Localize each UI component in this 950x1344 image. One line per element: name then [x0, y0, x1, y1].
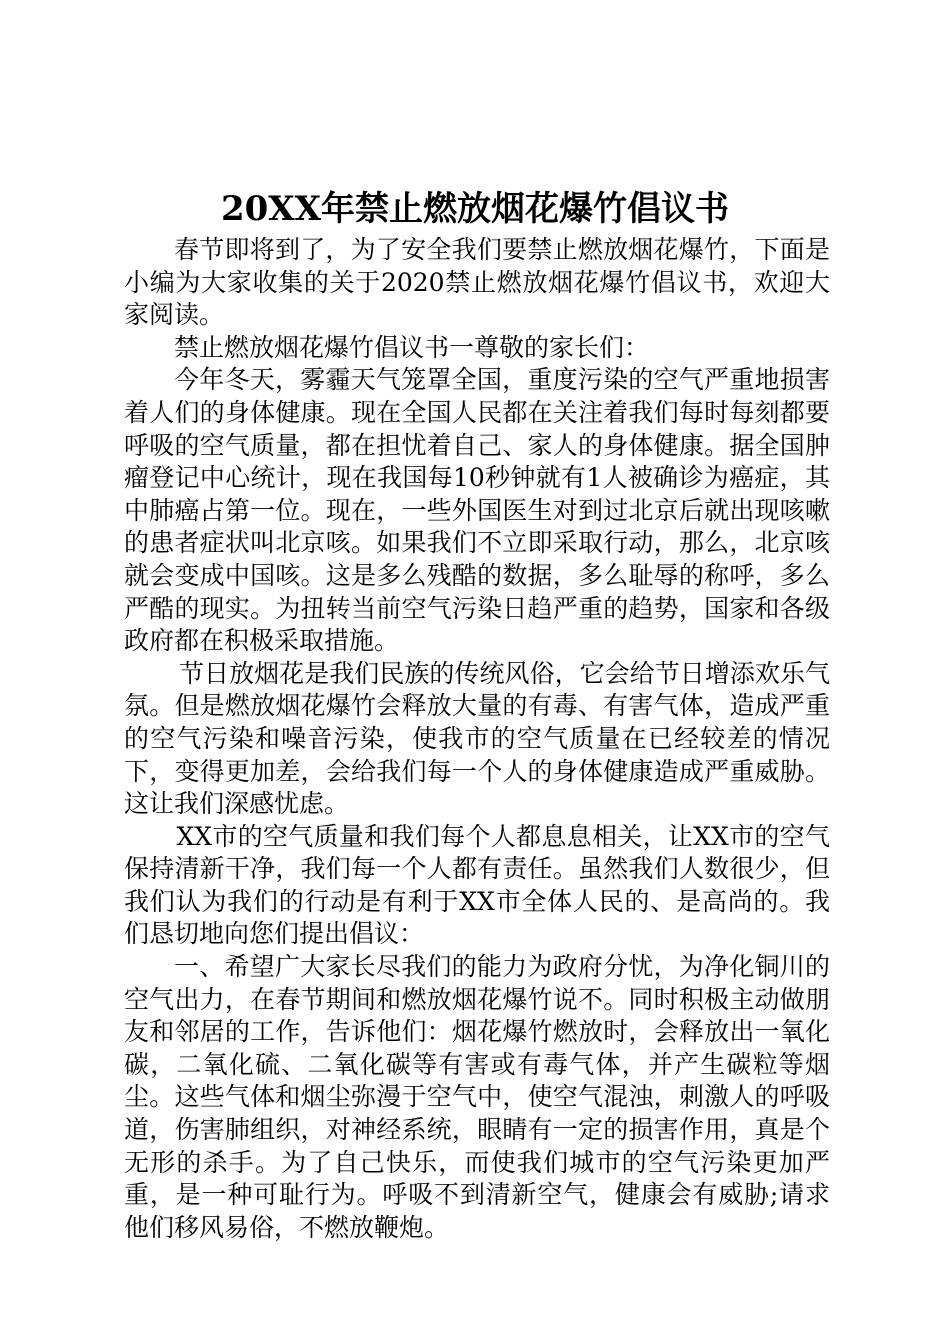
- paragraph-pollution: 今年冬天，雾霾天气笼罩全国，重度污染的空气严重地损害着人们的身体健康。现在全国人民都在关注着我们每时每刻都要呼吸的空气质量，都在担忧着自己、家人的身体健康。据全国肿瘤登记中心统计，现在我国每10秒钟就有1人被确诊为癌症，其中肺癌占第一位。现在，一些外国医生对到过北京后就出现咳嗽的患者症状叫北京咳。如果我们不立即采取行动，那么，北京咳就会变成中国咳。这是多么残酷的数据，多么耻辱的称呼，多么严酷的现实。为扭转当前空气污染日趋严重的趋势，国家和各级政府都在积极采取措施。: [124, 365, 830, 656]
- document-body: [124, 234, 830, 1244]
- paragraph-city-air: XX市的空气质量和我们每个人都息息相关，让XX市的空气保持清新干净，我们每一个人都有责任。虽然我们人数很少，但我们认为我们的行动是有利于XX市全体人民的、是高尚的。我们恳切地向您们提出倡议：: [124, 821, 830, 949]
- document-title: 20XX年禁止燃放烟花爆竹倡议书: [220, 189, 730, 229]
- paragraph-intro: 春节即将到了，为了安全我们要禁止燃放烟花爆竹，下面是小编为大家收集的关于2020禁止燃放烟花爆竹倡议书，欢迎大家阅读。: [124, 235, 830, 330]
- paragraph-salutation: 禁止燃放烟花爆竹倡议书一尊敬的家长们：: [174, 332, 650, 362]
- paragraph-fireworks-tradition: 节日放烟花是我们民族的传统风俗，它会给节日增添欢乐气氛。但是燃放烟花爆竹会释放大量的有毒、有害气体，造成严重的空气污染和噪音污染，使我市的空气质量在已经较差的情况下，变得更加差，会给我们每一个人的身体健康造成严重威胁。这让我们深感忧虑。: [124, 658, 830, 819]
- paragraph-proposal-one: 一、希望广大家长尽我们的能力为政府分忧，为净化铜川的空气出力，在春节期间和燃放烟花爆竹说不。同时积极主动做朋友和邻居的工作，告诉他们：烟花爆竹燃放时，会释放出一氧化碳，二氧化硫、二氧化碳等有害或有毒气体，并产生碳粒等烟尘。这些气体和烟尘弥漫于空气中，使空气混浊，刺激人的呼吸道，伤害肺组织，对神经系统，眼睛有一定的损害作用，真是个无形的杀手。为了自己快乐，而使我们城市的空气污染更加严重，是一种可耻行为。呼吸不到清新空气，健康会有威胁;请求他们移风易俗，不燃放鞭炮。: [124, 952, 830, 1242]
